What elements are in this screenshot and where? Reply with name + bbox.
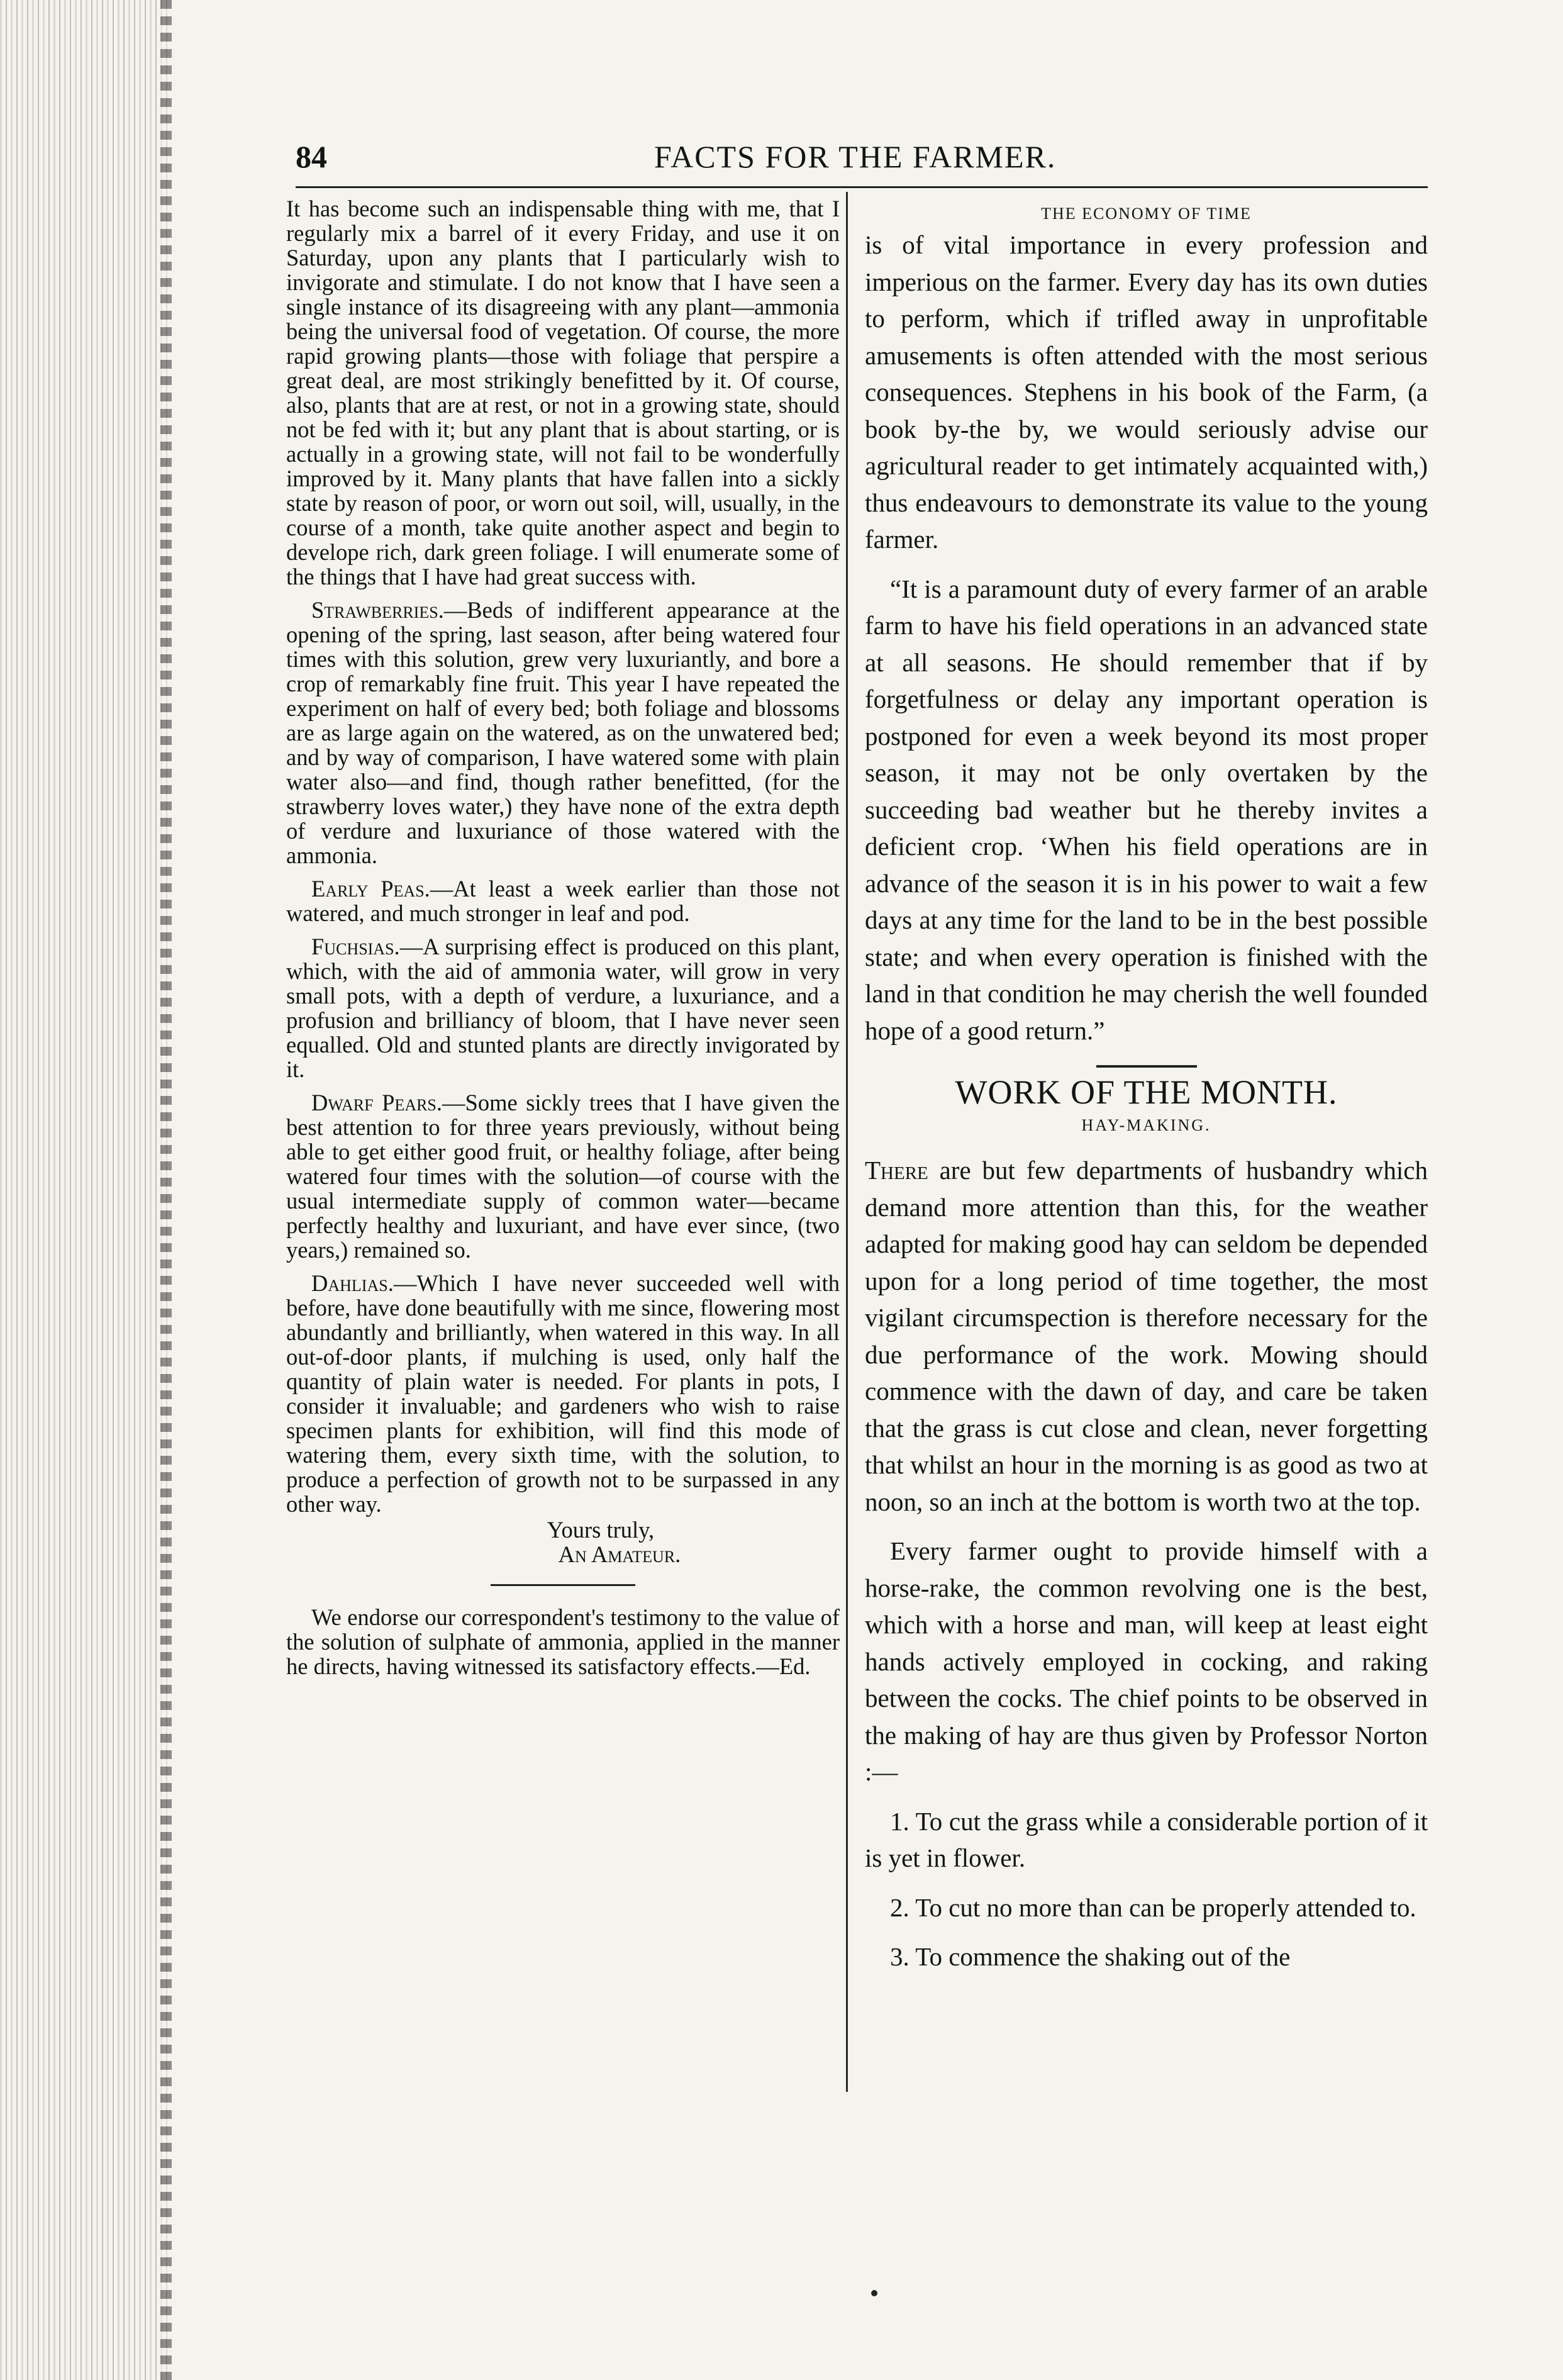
entry-text: —Which I have never succeeded well with before, have done beautifully with me since, flowering most abundantly and brilliantly, when watered in this way. In all out-of-door plants, if mulching is used, only half the quantity of plain water is needed. For plants in pots, I consider it invaluable; and gardeners who wish to raise specimen plants for exhibition, will find this mode of watering them, every sixth time, with the solution, to produce a perfection of growth not to be surpassed in any other way. <box>286 1270 840 1517</box>
stephens-quote: “It is a paramount duty of every farmer of an arable farm to have his field operations in an advanced state at all seasons. He should remember that if by forgetfulness or delay any important operation is postponed for even a week beyond its most proper season, it may not be only overtaken by the succeeding bad weather but he thereby invites a deficient crop. ‘When his field operations are in advance of the season it is in his power to wait a few days at any time for the land to be in the best possible state; and when every operation is finished with the land in that condition he may cherish the well founded hope of a good return.” <box>865 574 1428 1045</box>
section-subtitle: HAY-MAKING. <box>1081 1116 1211 1134</box>
entry-dahlias <box>286 1271 840 1516</box>
editor-note: We endorse our correspondent's testimony to the value of the solution of sulphate of ammonia, applied in the manner he directs, having witnessed its satisfactory effects.—Ed. <box>286 1604 840 1679</box>
entry-text: —At least a week earlier than those not watered, and much stronger in leaf and pod. <box>286 876 840 926</box>
header-rule <box>296 186 1428 188</box>
ink-speck <box>871 2290 877 2296</box>
point-item: 1. To cut the grass while a considerable portion of it is yet in flower. <box>865 1806 1428 1872</box>
entry-dwarf-pears <box>286 1090 840 1262</box>
entry-fuchsias <box>286 934 840 1081</box>
horse-rake-paragraph: Every farmer ought to provide himself with a horse-rake, the common revolving one is the best, which with a horse and man, will keep at least eight hands actively employed in cocking, and raking between the cocks. The chief points to be observed in the making of hay are thus given by Professor Norton :— <box>865 1536 1428 1786</box>
signature: An Amateur. <box>558 1541 681 1567</box>
scan-binding-edge <box>160 0 172 2380</box>
entry-text: —A surprising effect is produced on this plant, which, with the aid of ammonia water, will grow in very small pots, with a depth of verdure, a luxuriance, and a profusion and brilliancy of bloom, that I have never seen equalled. Old and stunted plants are directly invigorated by it. <box>286 934 840 1082</box>
section-divider <box>1096 1065 1197 1068</box>
left-column <box>286 196 840 1679</box>
running-title: FACTS FOR THE FARMER. <box>654 139 1057 174</box>
point-item: 2. To cut no more than can be properly attended to. <box>890 1892 1416 1922</box>
entry-label: Dwarf Pears. <box>311 1090 443 1115</box>
scan-binding-margin <box>0 0 170 2380</box>
sign-off: Yours truly, <box>547 1517 655 1543</box>
right-column <box>865 201 1428 1975</box>
entry-label: Early Peas. <box>311 876 430 902</box>
running-header <box>296 126 1428 182</box>
entry-text: —Beds of indifferent appearance at the opening of the spring, last season, after being watered four times with this solution, grew very luxuriantly, and bore a crop of remarkably fine fruit. This year I have repeated the experiment on half of every bed; both foliage and blossoms are as large again on the watered, as on the unwatered bed; and by way of comparison, I have watered some with plain water also—and find, though rather benefitted, (for the strawberry loves water,) they have none of the extra depth of verdure and luxuriance of those watered with the ammonia. <box>286 597 840 868</box>
economy-heading: THE ECONOMY OF TIME <box>1041 204 1252 223</box>
hay-making-paragraph <box>865 1152 1428 1520</box>
hay-making-text: are but few departments of husbandry which demand more attention than this, for the weather adapted for making good hay can seldom be depended upon for a long period of time together, the most vigilant circumspection is therefore necessary for the due performance of the work. Mowing should commence with the dawn of day, and care be taken that the grass is cut close and clean, never forgetting that whilst an hour in the morning is as good as two at noon, so an inch at the bottom is worth two at the top. <box>865 1156 1428 1516</box>
page-number: 84 <box>296 139 327 174</box>
lead-word: There <box>865 1156 928 1185</box>
entry-label: Fuchsias. <box>311 934 400 959</box>
entry-early-peas <box>286 876 840 925</box>
economy-paragraph: is of vital importance in every profession and imperious on the farmer. Every day has its own duties to perform, which if trifled away in unprofitable amusements is often attended with the most serious consequences. Stephens in his book of the Farm, (a book by-the by, we would seriously advise our agricultural reader to get intimately acquainted with,) thus endeavours to demonstrate its value to the young farmer. <box>865 230 1428 554</box>
entry-strawberries <box>286 598 840 868</box>
point-item: 3. To commence the shaking out of the <box>890 1942 1291 1971</box>
column-rule <box>846 192 848 2092</box>
intro-paragraph: It has become such an indispensable thing with me, that I regularly mix a barrel of it every Friday, and use it on Saturday, upon any plants that I particularly wish to invigorate and stimulate. I do not know that I have seen a single instance of its disagreeing with any plant—ammonia being the universal food of vegetation. Of course, the more rapid growing plants—those with foliage that perspire a great deal, are most strikingly benefitted by it. Of course, also, plants that are at rest, or not in a growing state, should not be fed with it; but any plant that is about starting, or is actually in a growing state, will not fail to be wonderfully improved by it. Many plants that have fallen into a sickly state by reason of poor, or worn out soil, will, usually, in the course of a month, take quite another aspect and begin to develope rich, dark green foliage. I will enumerate some of the things that I have had great success with. <box>286 196 840 589</box>
entry-label: Strawberries. <box>311 597 444 623</box>
section-title: WORK OF THE MONTH. <box>955 1073 1338 1111</box>
section-divider <box>491 1584 635 1586</box>
entry-text: —Some sickly trees that I have given the best attention to for three years previously, without being able to get either good fruit, or healthy foliage, after being watered four times with the solution—of course with the usual intermediate supply of common water—became perfectly healthy and luxuriant, and have ever since, (two years,) remained so. <box>286 1090 840 1263</box>
entry-label: Dahlias. <box>311 1270 394 1296</box>
